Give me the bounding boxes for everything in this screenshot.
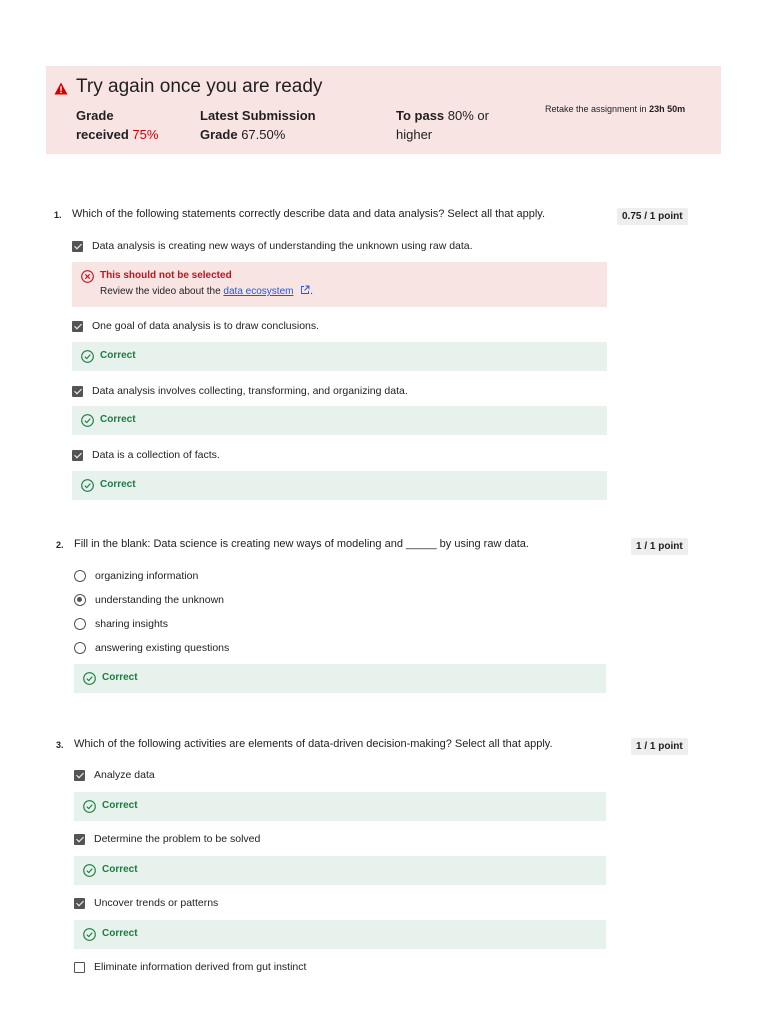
checkbox-checked-icon[interactable] (74, 834, 85, 845)
radio-option[interactable]: understanding the unknown (74, 592, 224, 608)
result-banner (46, 66, 721, 154)
answer-option[interactable]: Data is a collection of facts. (72, 447, 220, 463)
checkbox-checked-icon[interactable] (72, 241, 83, 252)
question-number: 3. (56, 740, 64, 750)
check-circle-icon (83, 800, 96, 813)
grade-received: Grade received 75% (76, 108, 159, 142)
answer-option[interactable]: Eliminate information derived from gut instinct (74, 959, 306, 975)
check-circle-icon (83, 672, 96, 685)
question-text: Which of the following statements correctly describe data and data analysis? Select all that apply. (72, 208, 546, 220)
latest-grade-value: 67.50% (241, 127, 286, 142)
radio-option[interactable]: organizing information (74, 568, 198, 584)
checkbox-checked-icon[interactable] (72, 450, 83, 461)
feedback-incorrect: This should not be selected Review the video about the data ecosystem . (72, 262, 607, 307)
question-text: Fill in the blank: Data science is creating new ways of modeling and _____ by using raw data. (74, 538, 529, 550)
checkbox-checked-icon[interactable] (74, 898, 85, 909)
answer-option[interactable]: Data analysis involves collecting, transforming, and organizing data. (72, 383, 408, 399)
feedback-correct: Correct (72, 342, 607, 371)
question-number: 2. (56, 540, 64, 550)
feedback-correct: Correct (74, 664, 606, 693)
points-badge: 0.75 / 1 point (617, 208, 688, 225)
feedback-correct: Correct (74, 920, 606, 949)
answer-option[interactable]: Data analysis is creating new ways of understanding the unknown using raw data. (72, 238, 473, 254)
retake-info: Retake the assignment in 23h 50m (545, 104, 686, 114)
check-circle-icon (83, 928, 96, 941)
external-link-icon[interactable] (300, 285, 310, 295)
checkbox-checked-icon[interactable] (72, 321, 83, 332)
grade-received-value: 75% (132, 127, 159, 142)
check-circle-icon (83, 864, 96, 877)
answer-option[interactable]: Determine the problem to be solved (74, 831, 260, 847)
question-number: 1. (54, 210, 62, 220)
checkbox-checked-icon[interactable] (72, 386, 83, 397)
radio-option[interactable]: sharing insights (74, 616, 168, 632)
feedback-correct: Correct (74, 856, 606, 885)
feedback-correct: Correct (72, 471, 607, 500)
checkbox-unchecked-icon[interactable] (74, 962, 85, 973)
feedback-correct: Correct (72, 406, 607, 435)
question-text: Which of the following activities are elements of data-driven decision-making? Select all that apply. (74, 738, 553, 750)
check-circle-icon (81, 350, 94, 363)
points-badge: 1 / 1 point (631, 738, 688, 755)
radio-option[interactable]: answering existing questions (74, 640, 229, 656)
check-circle-icon (81, 479, 94, 492)
radio-unselected-icon[interactable] (74, 642, 86, 654)
points-badge: 1 / 1 point (631, 538, 688, 555)
error-circle-icon (81, 270, 94, 283)
answer-option[interactable]: Uncover trends or patterns (74, 895, 218, 911)
latest-submission: Latest Submission Grade 67.50% (200, 108, 316, 142)
warning-icon (54, 82, 68, 95)
banner-title: Try again once you are ready (76, 76, 323, 97)
answer-option[interactable]: Analyze data (74, 767, 155, 783)
feedback-correct: Correct (74, 792, 606, 821)
radio-unselected-icon[interactable] (74, 618, 86, 630)
answer-option[interactable]: One goal of data analysis is to draw conclusions. (72, 318, 319, 334)
radio-unselected-icon[interactable] (74, 570, 86, 582)
radio-selected-icon[interactable] (74, 594, 86, 606)
check-circle-icon (81, 414, 94, 427)
checkbox-checked-icon[interactable] (74, 770, 85, 781)
pass-requirement: To pass 80% or higher (396, 108, 489, 142)
data-ecosystem-link[interactable]: data ecosystem (223, 286, 294, 297)
